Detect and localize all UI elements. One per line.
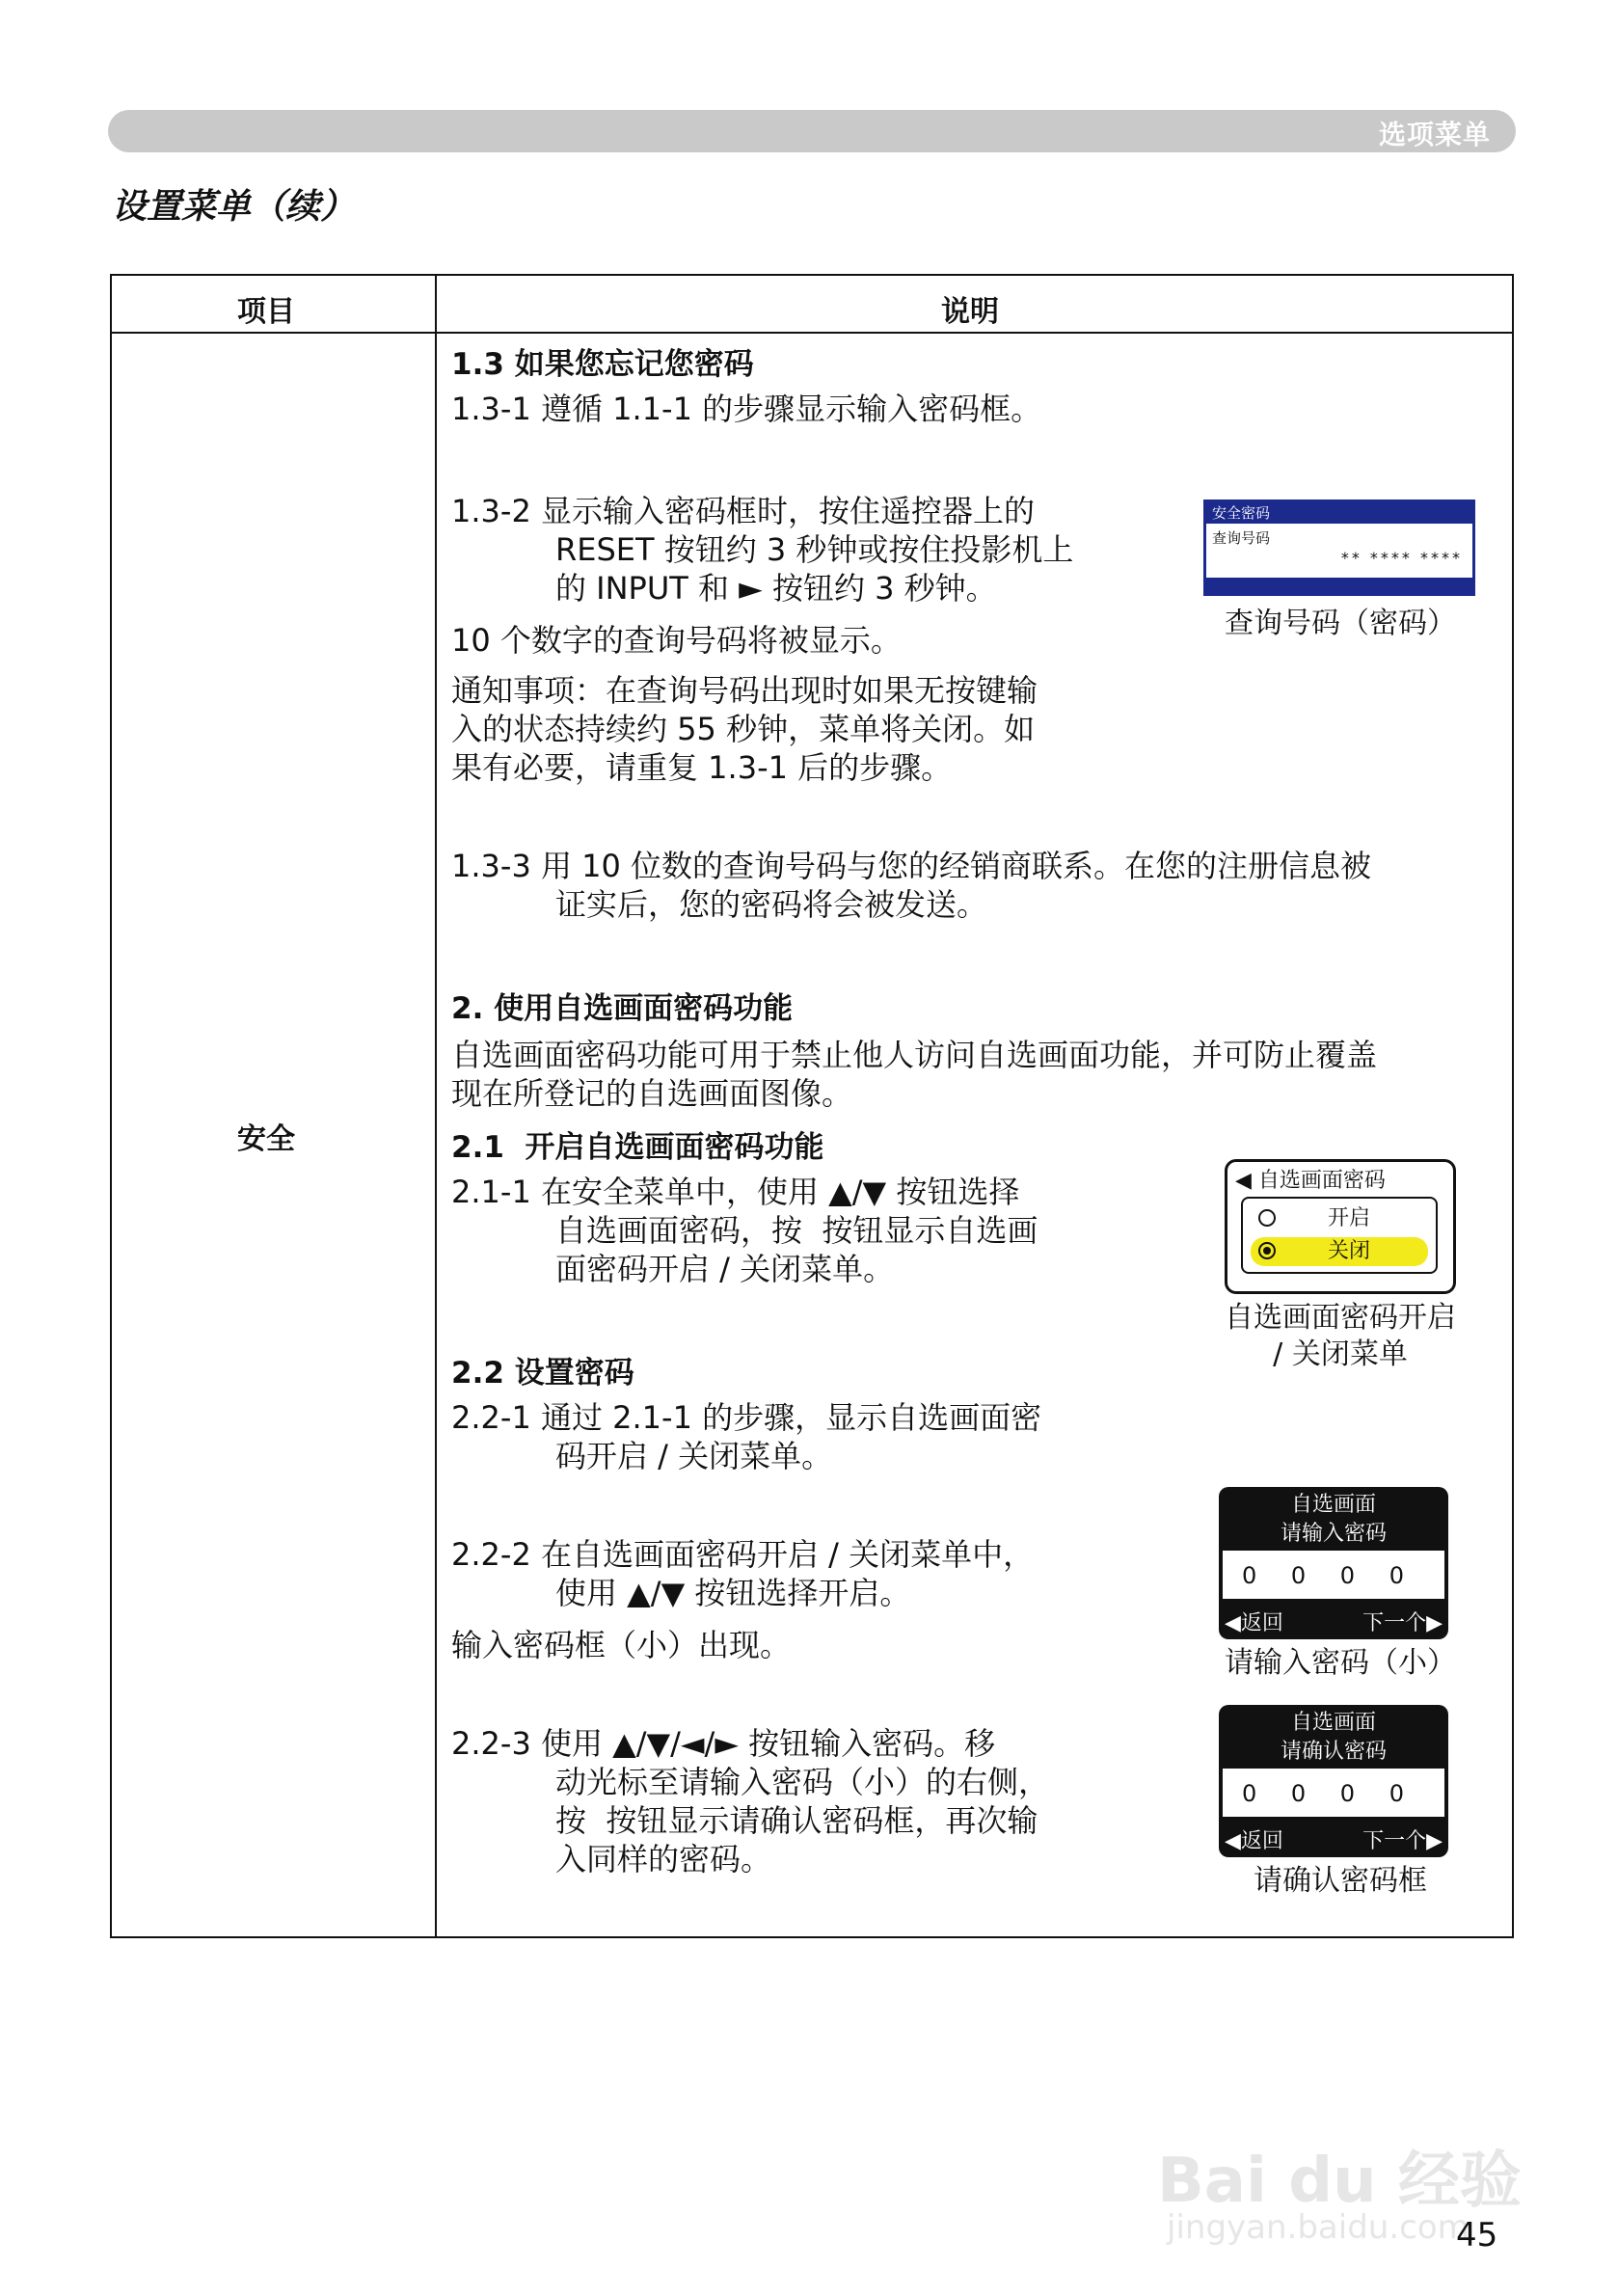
security-password-screen	[1203, 500, 1475, 596]
table-header-row	[112, 276, 1512, 334]
section-header-bar	[108, 110, 1516, 152]
heading-1-3: 1.3 如果您忘记您密码	[451, 347, 754, 382]
entry-title-line1: 自选画面	[1290, 1493, 1376, 1517]
section-2-line2: 现在所登记的自选画面图像。	[451, 1075, 853, 1112]
step-2-2-2-line2: 使用 ▲/▼ 按钮选择开启。	[555, 1575, 911, 1611]
pw-screen-label: 查询号码	[1212, 529, 1271, 547]
column-header-description: 说明	[941, 295, 999, 329]
confirm-digits: 0 0 0 0	[1242, 1780, 1417, 1807]
page-number: 45	[1456, 2216, 1498, 2255]
toggle-caption-line2: / 关闭菜单	[1273, 1337, 1408, 1371]
confirm-digit-field[interactable]	[1223, 1769, 1444, 1817]
back-arrow-icon: ◀	[1225, 1829, 1241, 1853]
section-label: 选项菜单	[1378, 119, 1491, 150]
step-1-3-3-line2: 证实后，您的密码将会被发送。	[555, 886, 988, 923]
step-2-1-1-line1: 2.1-1 在安全菜单中，使用 ▲/▼ 按钮选择	[451, 1174, 1020, 1210]
step-2-2-3-line3: 按 按钮显示请确认密码框，再次输	[555, 1802, 1038, 1839]
step-2-2-3-line1: 2.2-3 使用 ▲/▼/◄/► 按钮输入密码。移	[451, 1725, 996, 1762]
next-arrow-icon: ▶	[1426, 1829, 1443, 1853]
option-on-label: 开启	[1328, 1206, 1371, 1230]
next-label: 下一个	[1362, 1611, 1427, 1635]
step-1-3-3-line1: 1.3-3 用 10 位数的查询号码与您的经销商联系。在您的注册信息被	[451, 848, 1372, 884]
page-title: 设置菜单（续）	[112, 187, 356, 227]
heading-2-1: 2.1 开启自选画面密码功能	[451, 1130, 824, 1165]
confirm-caption: 请确认密码框	[1254, 1864, 1427, 1898]
radio-selected-icon	[1258, 1242, 1276, 1259]
step-2-2-2-line1: 2.2-2 在自选画面密码开启 / 关闭菜单中，	[451, 1536, 1035, 1573]
pw-screen-title: 安全密码	[1206, 502, 1472, 524]
option-on[interactable]	[1251, 1204, 1428, 1233]
entry-title-line2: 请输入密码	[1280, 1522, 1387, 1546]
step-1-3-2-line3: 的 INPUT 和 ► 按钮约 3 秒钟。	[555, 570, 997, 607]
step-1-3-2-line2: RESET 按钮约 3 秒钟或按住投影机上	[555, 531, 1074, 568]
step-2-2-3-line4: 入同样的密码。	[555, 1841, 772, 1877]
section-2-line1: 自选画面密码功能可用于禁止他人访问自选画面功能，并可防止覆盖	[451, 1037, 1378, 1073]
left-arrow-icon: ◀	[1235, 1169, 1252, 1193]
toggle-caption-line1: 自选画面密码开启	[1225, 1301, 1456, 1335]
entry-digit-field[interactable]	[1223, 1551, 1444, 1599]
entry-digits: 0 0 0 0	[1242, 1562, 1417, 1589]
confirm-title-line1: 自选画面	[1290, 1711, 1376, 1735]
confirm-title-line2: 请确认密码	[1280, 1740, 1387, 1764]
step-2-1-1-line3: 面密码开启 / 关闭菜单。	[555, 1251, 895, 1287]
pw-screen-footer	[1206, 578, 1472, 593]
next-label: 下一个	[1362, 1829, 1427, 1853]
column-header-item: 项目	[237, 295, 295, 329]
step-2-2-3-line2: 动光标至请输入密码（小）的右侧，	[555, 1764, 1050, 1800]
step-1-3-1: 1.3-1 遵循 1.1-1 的步骤显示输入密码框。	[451, 391, 1042, 427]
step-2-1-1-line2: 自选画面密码，按 按钮显示自选画	[555, 1212, 1038, 1249]
back-arrow-icon: ◀	[1225, 1611, 1241, 1635]
pw-screen-value: ** **** ****	[1340, 549, 1463, 567]
toggle-options	[1241, 1197, 1438, 1274]
notice-line3: 果有必要，请重复 1.3-1 后的步骤。	[451, 749, 953, 786]
password-toggle-menu	[1225, 1159, 1456, 1294]
notice-line1: 通知事项：在查询号码出现时如果无按键输	[451, 672, 1038, 709]
entry-caption: 请输入密码（小）	[1225, 1646, 1456, 1680]
heading-2: 2. 使用自选画面密码功能	[451, 991, 794, 1026]
next-arrow-icon: ▶	[1426, 1611, 1443, 1635]
radio-icon	[1258, 1209, 1276, 1227]
step-2-2-1-line1: 2.2-1 通过 2.1-1 的步骤，显示自选画面密	[451, 1399, 1042, 1436]
watermark-brand: Bai du 经验	[1157, 2146, 1522, 2217]
password-confirm-screen	[1219, 1705, 1448, 1857]
step-2-2-1-line2: 码开启 / 关闭菜单。	[555, 1438, 833, 1474]
option-off-label: 关闭	[1328, 1239, 1371, 1263]
heading-2-2: 2.2 设置密码	[451, 1356, 634, 1391]
back-label: 返回	[1240, 1829, 1283, 1853]
back-label: 返回	[1240, 1611, 1283, 1635]
watermark-url: jingyan.baidu.com	[1167, 2208, 1470, 2247]
toggle-menu-title: 自选画面密码	[1257, 1169, 1386, 1193]
step-1-3-2-line1: 1.3-2 显示输入密码框时，按住遥控器上的	[451, 493, 1035, 529]
notice-line2: 入的状态持续约 55 秒钟，菜单将关闭。如	[451, 711, 1036, 747]
pw-screen-caption: 查询号码（密码）	[1225, 607, 1456, 640]
query-note: 10 个数字的查询号码将被显示。	[451, 622, 902, 659]
option-off[interactable]	[1251, 1237, 1428, 1266]
item-name: 安全	[237, 1122, 295, 1156]
password-entry-screen	[1219, 1487, 1448, 1639]
column-divider	[435, 276, 437, 1936]
small-box-note: 输入密码框（小）出现。	[451, 1627, 792, 1663]
